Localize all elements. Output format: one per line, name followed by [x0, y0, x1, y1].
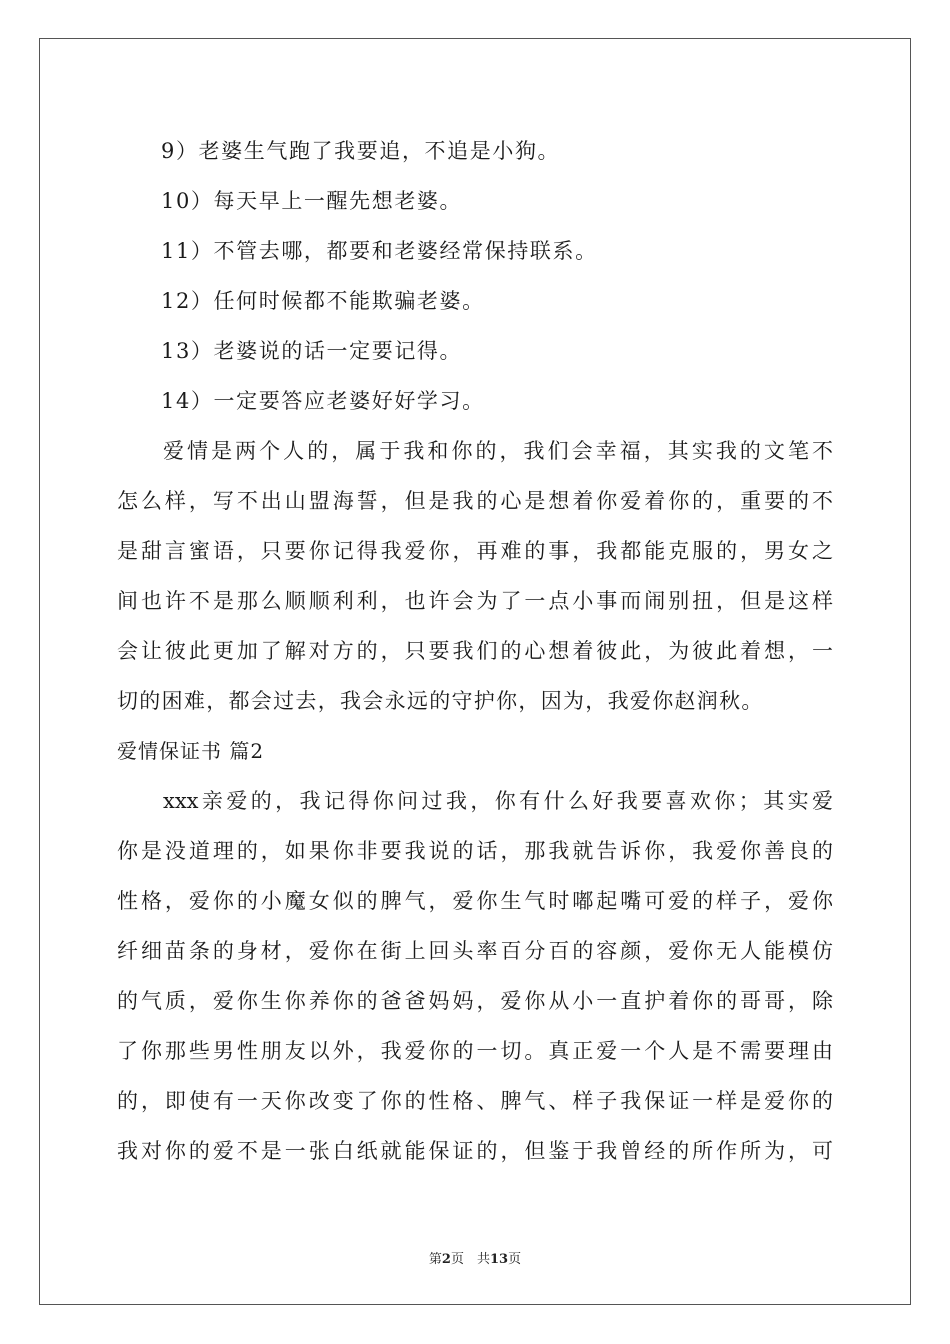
- paragraph-line: 你是没道理的，如果你非要我说的话，那我就告诉你，我爱你善良的: [117, 839, 833, 863]
- paragraph-line: 会让彼此更加了解对方的，只要我们的心想着彼此，为彼此着想，一: [117, 639, 833, 663]
- document-body: [117, 128, 833, 1178]
- paragraph-line: 怎么样，写不出山盟海誓，但是我的心是想着你爱着你的，重要的不: [117, 489, 833, 513]
- paragraph-love: [117, 428, 833, 728]
- list-item: 14）一定要答应老婆好好学习。: [161, 389, 485, 413]
- total-page-number: 13: [489, 1252, 509, 1267]
- paragraph-line: 纤细苗条的身材，爱你在街上回头率百分百的容颜，爱你无人能模仿: [117, 939, 833, 963]
- list-item: 11）不管去哪，都要和老婆经常保持联系。: [161, 239, 598, 263]
- footer-suffix: 页: [508, 1252, 522, 1267]
- footer-prefix: 第: [428, 1252, 442, 1267]
- list-item: 10）每天早上一醒先想老婆。: [161, 189, 463, 213]
- current-page-number: 2: [441, 1252, 451, 1267]
- paragraph-line: 爱情是两个人的，属于我和你的，我们会幸福，其实我的文笔不: [163, 439, 833, 463]
- paragraph-line: 了你那些男性朋友以外，我爱你的一切。真正爱一个人是不需要理由: [117, 1039, 833, 1063]
- paragraph-line: 的，即使有一天你改变了你的性格、脾气、样子我保证一样是爱你的: [117, 1089, 833, 1113]
- paragraph-line: 我对你的爱不是一张白纸就能保证的，但鉴于我曾经的所作所为，可: [117, 1139, 833, 1163]
- list-item: 9）老婆生气跑了我要追，不追是小狗。: [161, 139, 561, 163]
- paragraph-line: 间也许不是那么顺顺利利，也许会为了一点小事而闹别扭，但是这样: [117, 589, 833, 613]
- paragraph-line: 是甜言蜜语，只要你记得我爱你，再难的事，我都能克服的，男女之: [117, 539, 833, 563]
- paragraph-letter: [117, 778, 833, 1178]
- paragraph-line: 的气质，爱你生你养你的爸爸妈妈，爱你从小一直护着你的哥哥，除: [117, 989, 833, 1013]
- page-footer: [0, 1248, 950, 1267]
- list-item: 12）任何时候都不能欺骗老婆。: [161, 289, 485, 313]
- paragraph-line: 切的困难，都会过去，我会永远的守护你，因为，我爱你赵润秋。: [117, 689, 764, 713]
- footer-middle: 页 共: [450, 1252, 490, 1267]
- paragraph-line: xxx亲爱的，我记得你问过我，你有什么好我要喜欢你；其实爱: [163, 789, 833, 813]
- list-item: 13）老婆说的话一定要记得。: [161, 339, 463, 363]
- paragraph-line: 性格，爱你的小魔女似的脾气，爱你生气时嘟起嘴可爱的样子，爱你: [117, 889, 833, 913]
- section-heading: 爱情保证书 篇2: [117, 739, 265, 763]
